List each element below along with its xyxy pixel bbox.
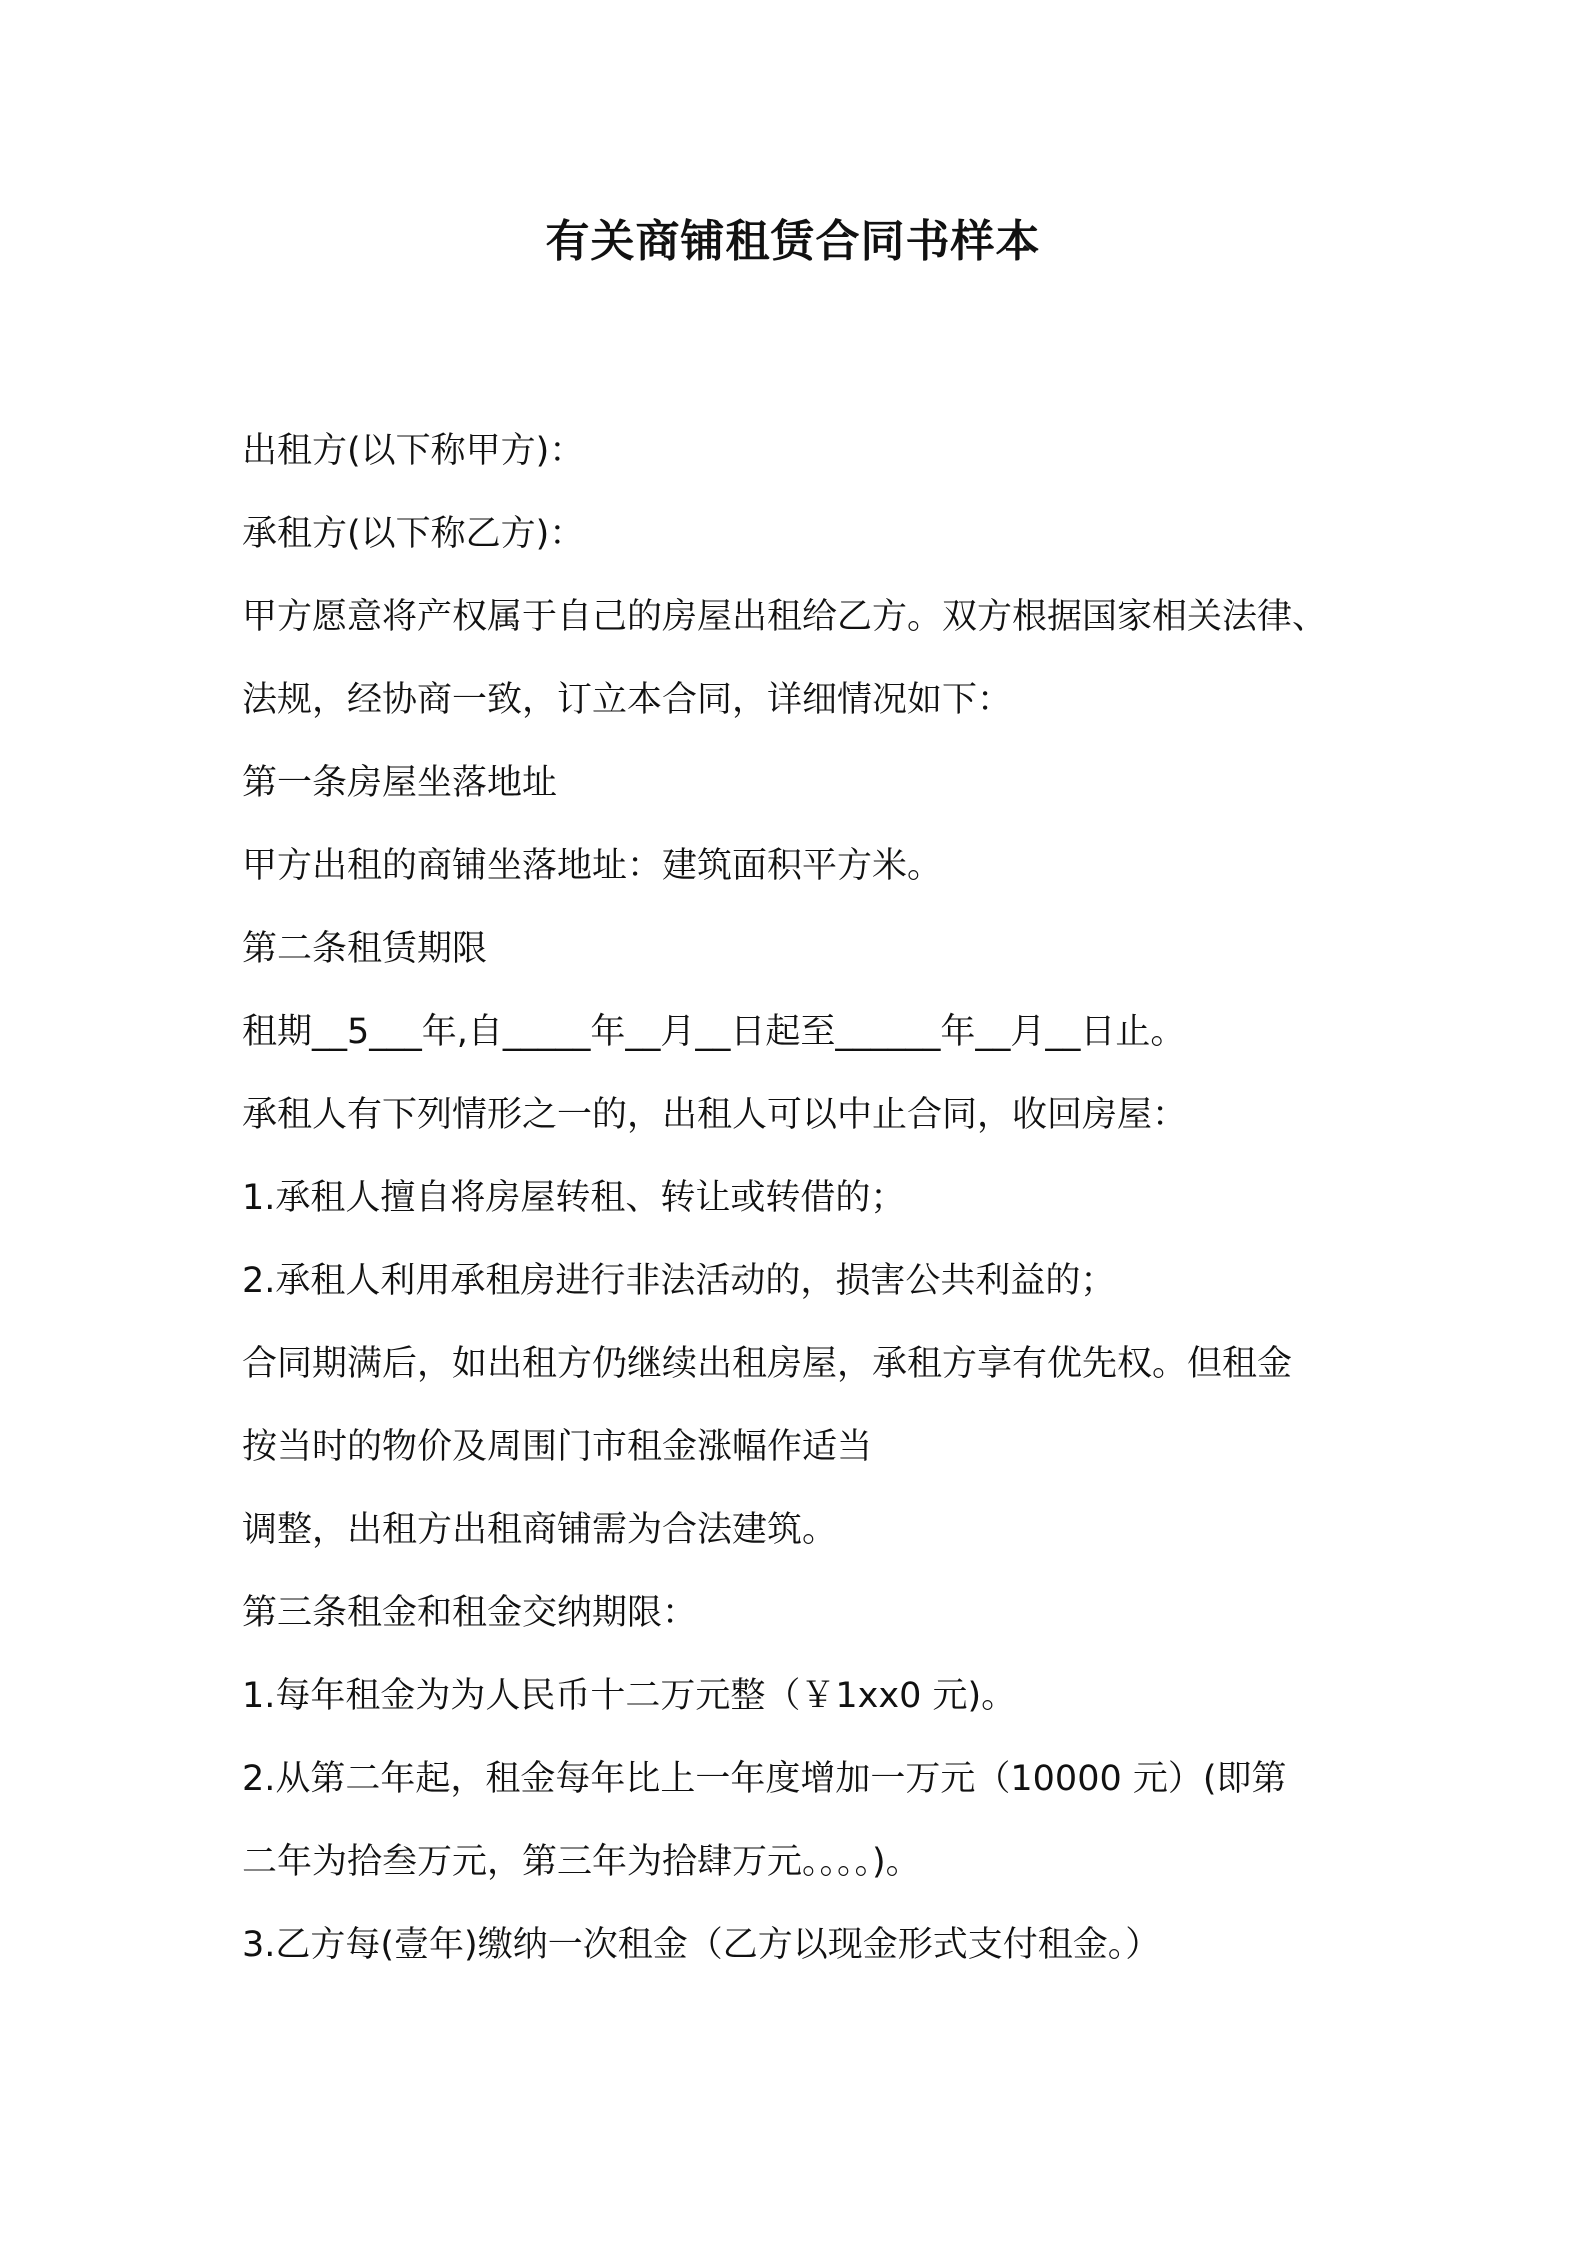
lessee-line: 承租方(以下称乙方)： xyxy=(242,514,585,554)
article-3-heading: 第三条租金和租金交纳期限： xyxy=(242,1593,698,1633)
rent-item-1: 1.每年租金为为人民币十二万元整（￥1xx0 元)。 xyxy=(242,1676,1017,1716)
lessor-line: 出租方(以下称甲方)： xyxy=(242,431,585,471)
termination-item-1: 1.承租人擅自将房屋转租、转让或转借的； xyxy=(242,1178,906,1218)
preamble-line-2: 法规，经协商一致，订立本合同，详细情况如下： xyxy=(242,680,1013,720)
article-1-text: 甲方出租的商铺坐落地址：建筑面积平方米。 xyxy=(242,846,943,886)
rent-item-2-line-1: 2.从第二年起，租金每年比上一年度增加一万元（10000 元）(即第 xyxy=(242,1759,1287,1799)
rent-item-2-line-2: 二年为拾叁万元，第三年为拾肆万元。。。。)。 xyxy=(242,1842,921,1882)
preamble-line-1: 甲方愿意将产权属于自己的房屋出租给乙方。双方根据国家相关法律、 xyxy=(242,597,1328,637)
renewal-line-1: 合同期满后，如出租方仍继续出租房屋，承租方享有优先权。但租金 xyxy=(242,1344,1293,1384)
renewal-line-2: 按当时的物价及周围门市租金涨幅作适当 xyxy=(242,1427,873,1467)
article-2-heading: 第二条租赁期限 xyxy=(242,929,488,969)
document-body xyxy=(242,410,1392,1987)
termination-intro: 承租人有下列情形之一的，出租人可以中止合同，收回房屋： xyxy=(242,1095,1188,1135)
lease-term-line: 租期__5___年,自_____年__月__日起至______年__月__日止。 xyxy=(242,1012,1186,1052)
document-title: 有关商铺租赁合同书样本 xyxy=(545,216,1041,267)
rent-item-3: 3.乙方每(壹年)缴纳一次租金（乙方以现金形式支付租金。） xyxy=(242,1925,1161,1965)
renewal-line-3: 调整，出租方出租商铺需为合法建筑。 xyxy=(242,1510,838,1550)
termination-item-2: 2.承租人利用承租房进行非法活动的，损害公共利益的； xyxy=(242,1261,1116,1301)
article-1-heading: 第一条房屋坐落地址 xyxy=(242,763,558,803)
